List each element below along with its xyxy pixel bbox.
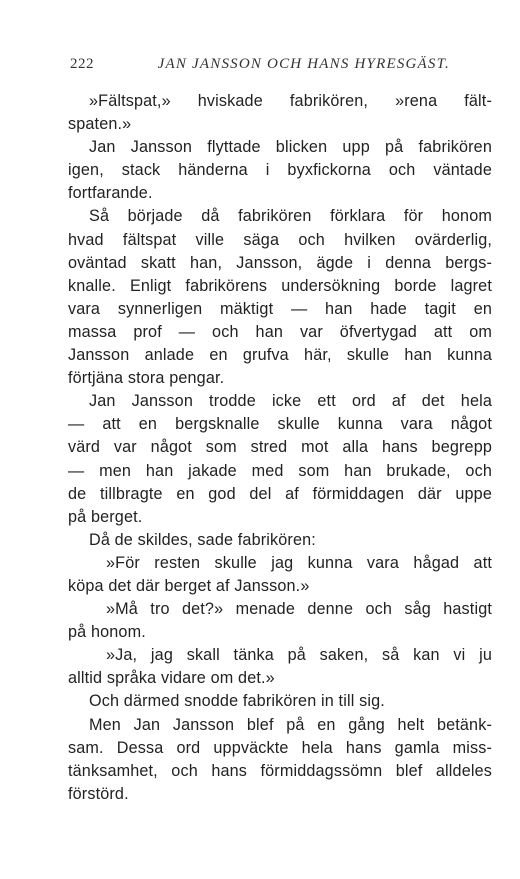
text-line: hvad fältspat ville säga och hvilken ovärderlig,	[68, 230, 492, 249]
text-line: Och därmed snodde fabrikören in till sig.	[89, 692, 385, 711]
text-line: Men Jan Jansson blef på en gång helt betänk-	[89, 715, 492, 734]
text-line: »Må tro det?» menade denne och såg hastigt	[106, 600, 492, 619]
text-line: igen, stack händerna i byxfickorna och väntade	[68, 161, 492, 180]
text-line: alltid språka vidare om det.»	[68, 669, 275, 688]
text-line: vara synnerligen mäktigt — han hade tagit en	[68, 299, 492, 318]
text-line: förtjäna stora pengar.	[68, 369, 225, 388]
text-line: på honom.	[68, 623, 146, 642]
text-line: »Fältspat,» hviskade fabrikören, »rena fält-	[89, 92, 492, 110]
text-line: spaten.»	[68, 115, 132, 134]
text-line: — men han jakade med som han brukade, och	[68, 461, 492, 480]
page-number: 222	[70, 56, 94, 72]
body-text	[68, 90, 492, 806]
text-line: massa prof — och han var öfvertygad att om	[68, 322, 492, 341]
text-line: tänksamhet, och hans förmiddagssömn blef alldeles	[68, 761, 492, 780]
text-line: »Ja, jag skall tänka på saken, så kan vi ju	[106, 646, 492, 665]
text-line: köpa det där berget af Jansson.»	[68, 576, 310, 595]
text-line: Jansson anlade en grufva här, skulle han kunna	[68, 346, 492, 365]
text-line: fortfarande.	[68, 184, 153, 203]
text-line: oväntad skatt han, Jansson, ägde i denna bergs-	[68, 253, 492, 272]
text-line: knalle. Enligt fabrikörens undersökning borde lagret	[68, 276, 492, 295]
text-line: sam. Dessa ord uppväckte hela hans gamla miss-	[68, 738, 492, 757]
text-line: »För resten skulle jag kunna vara hågad att	[106, 553, 492, 572]
text-line: Då de skildes, sade fabrikören:	[89, 530, 316, 549]
text-line: Så började då fabrikören förklara för honom	[89, 207, 492, 226]
text-line: — att en bergsknalle skulle kunna vara något	[68, 415, 492, 434]
text-line: de tillbragte en god del af förmiddagen där uppe	[68, 484, 492, 503]
text-line: på berget.	[68, 507, 143, 526]
text-line: Jan Jansson flyttade blicken upp på fabrikören	[89, 138, 492, 157]
text-line: förstörd.	[68, 784, 129, 803]
text-line: Jan Jansson trodde icke ett ord af det hela	[89, 392, 492, 411]
running-title: JAN JANSSON OCH HANS HYRESGÄST.	[157, 56, 450, 72]
text-line: värd var något som stred mot alla hans begrepp	[68, 438, 492, 457]
page-header	[70, 56, 450, 78]
